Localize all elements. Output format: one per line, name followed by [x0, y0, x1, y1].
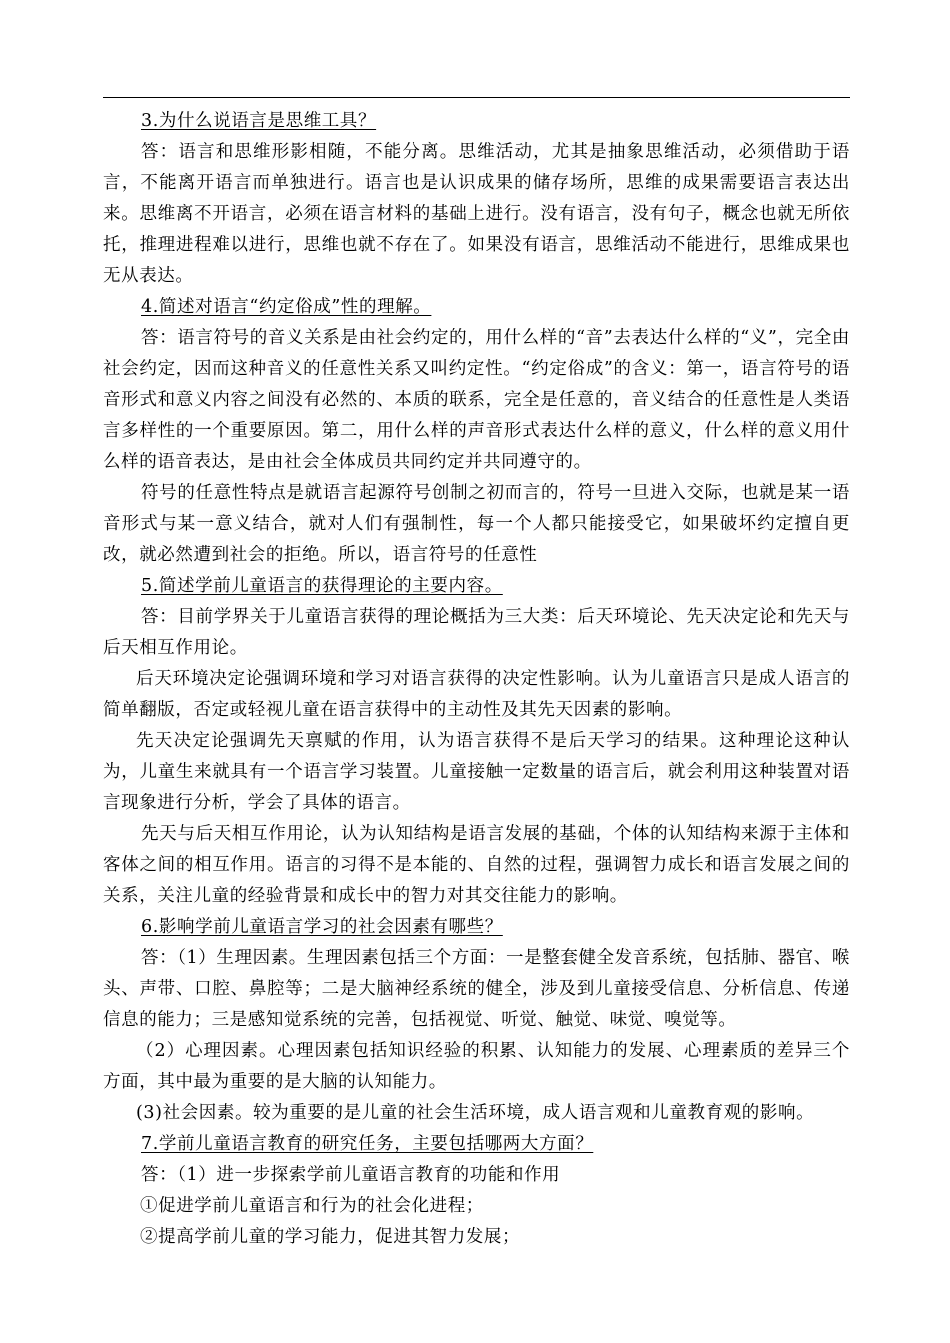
question-7-answer: 答：（1）进一步探索学前儿童语言教育的功能和作用 — [141, 1165, 561, 1185]
question-4-title: 4.简述对语言“约定俗成”性的理解。 — [141, 297, 432, 317]
header-rule — [103, 97, 850, 98]
question-6-title: 6.影响学前儿童语言学习的社会因素有哪些？ — [141, 917, 503, 937]
question-4-paragraph: 符号的任意性特点是就语言起源符号创制之初而言的，符号一旦进入交际，也就是某一语音形式与某一意义结合，就对人们有强制性，每一个人都只能接受它，如果破坏约定擅自更改，就必然遭到社会的拒绝。所以，语言符号的任意性 — [103, 483, 850, 565]
question-3-answer: 答：语言和思维形影相随，不能分离。思维活动，尤其是抽象思维活动，必须借助于语言，不能离开语言而单独进行。语言也是认识成果的储存场所，思维的成果需要语言表达出来。思维离不开语言，必须在语言材料的基础上进行。没有语言，没有句子，概念也就无所依托，推理进程难以进行，思维也就不存在了。如果没有语言，思维活动不能进行，思维成果也无从表达。 — [103, 142, 850, 286]
question-7-title: 7.学前儿童语言教育的研究任务，主要包括哪两大方面？ — [141, 1134, 594, 1154]
question-6-paragraph: （2）心理因素。心理因素包括知识经验的积累、认知能力的发展、心理素质的差异三个方面，其中最为重要的是大脑的认知能力。 — [103, 1041, 850, 1092]
question-5-paragraph: 后天环境决定论强调环境和学习对语言获得的决定性影响。认为儿童语言只是成人语言的简单翻版，否定或轻视儿童在语言获得中的主动性及其先天因素的影响。 — [103, 669, 850, 720]
question-5-paragraph: 先天决定论强调先天禀赋的作用，认为语言获得不是后天学习的结果。这种理论这种认为，儿童生来就具有一个语言学习装置。儿童接触一定数量的语言后，就会利用这种装置对语言现象进行分析，学会了具体的语言。 — [103, 731, 850, 813]
document-body — [103, 106, 850, 1253]
question-3-title: 3.为什么说语言是思维工具？ — [141, 111, 377, 131]
question-5-title: 5.简述学前儿童语言的获得理论的主要内容。 — [141, 576, 503, 596]
question-4-answer: 答：语言符号的音义关系是由社会约定的，用什么样的“音”去表达什么样的“义”，完全由社会约定，因而这种音义的任意性关系又叫约定性。“约定俗成”的含义：第一，语言符号的语音形式和意义内容之间没有必然的、本质的联系，完全是任意的，音义结合的任意性是人类语言多样性的一个重要原因。第二，用什么样的声音形式表达什么样的意义，什么样的意义用什么样的语音表达，是由社会全体成员共同约定并共同遵守的。 — [103, 328, 850, 472]
question-7-list-item: ①促进学前儿童语言和行为的社会化进程； — [140, 1196, 484, 1216]
question-6-paragraph: (3)社会因素。较为重要的是儿童的社会生活环境，成人语言观和儿童教育观的影响。 — [136, 1103, 815, 1123]
question-7-list-item: ②提高学前儿童的学习能力，促进其智力发展； — [140, 1227, 521, 1247]
question-5-answer: 答：目前学界关于儿童语言获得的理论概括为三大类：后天环境论、先天决定论和先天与后天相互作用论。 — [103, 607, 850, 658]
question-5-paragraph: 先天与后天相互作用论，认为认知结构是语言发展的基础，个体的认知结构来源于主体和客体之间的相互作用。语言的习得不是本能的、自然的过程，强调智力成长和语言发展之间的关系，关注儿童的经验背景和成长中的智力对其交往能力的影响。 — [103, 824, 850, 906]
question-6-answer: 答：（1）生理因素。生理因素包括三个方面：一是整套健全发音系统，包括肺、器官、喉头、声带、口腔、鼻腔等；二是大脑神经系统的健全，涉及到儿童接受信息、分析信息、传递信息的能力；三是感知觉系统的完善，包括视觉、听觉、触觉、味觉、嗅觉等。 — [103, 948, 850, 1030]
